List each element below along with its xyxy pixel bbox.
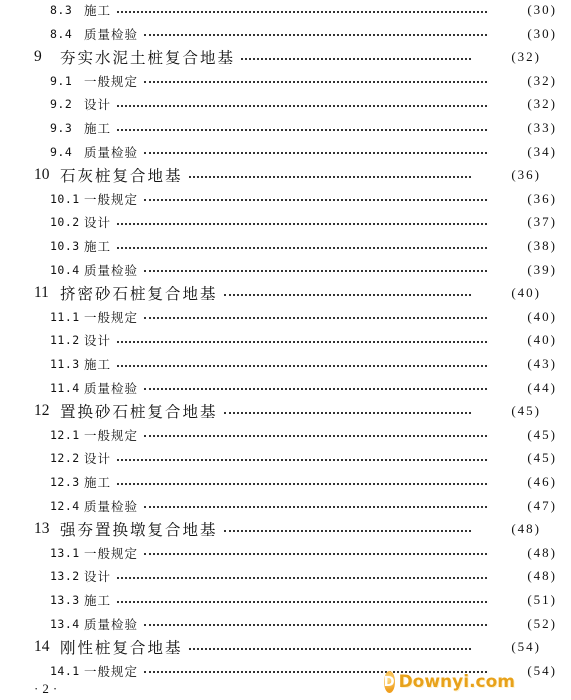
toc-entry-page: (40) (527, 332, 557, 348)
toc-entry-page: (54) (527, 662, 557, 678)
toc-section-row[interactable] (0, 354, 571, 374)
toc-leader-dots (144, 151, 487, 154)
toc-entry-title: 强夯置换墩复合地基 (60, 521, 218, 540)
toc-leader-dots (117, 104, 487, 107)
toc-entry-number: 14 (34, 638, 50, 656)
toc-entry-title: 施工 (84, 357, 112, 372)
toc-section-row[interactable] (0, 94, 571, 114)
toc-entry-title: 设计 (84, 569, 112, 585)
toc-entry-title: 置换砂石桩复合地基 (60, 403, 218, 422)
toc-leader-dots (144, 198, 487, 201)
toc-entry-number: 9 (34, 48, 42, 66)
toc-entry-page: (32) (527, 72, 557, 88)
toc-leader-dots (144, 387, 487, 390)
toc-section-row[interactable] (0, 236, 571, 256)
toc-chapter-row[interactable] (0, 47, 555, 67)
toc-entry-page: (33) (527, 120, 557, 135)
toc-entry-title: 设计 (84, 215, 112, 231)
toc-chapter-row[interactable] (0, 283, 555, 303)
toc-entry-page: (54) (511, 639, 541, 655)
toc-entry-title: 一般规定 (84, 427, 139, 443)
toc-leader-dots (144, 434, 487, 437)
toc-entry-title: 施工 (84, 239, 112, 254)
toc-leader-dots (224, 411, 471, 414)
watermark-logo-icon: D (384, 671, 395, 693)
toc-entry-number: 8.3 (50, 3, 73, 17)
toc-entry-number: 10.4 (50, 262, 80, 277)
toc-section-row[interactable] (0, 448, 571, 468)
toc-leader-dots (189, 647, 471, 650)
toc-entry-title: 施工 (84, 3, 112, 18)
toc-entry-page: (47) (527, 497, 557, 513)
toc-entry-title: 设计 (84, 451, 112, 467)
toc-entry-page: (32) (527, 96, 557, 112)
toc-entry-page: (43) (527, 356, 557, 371)
toc-leader-dots (117, 458, 487, 461)
toc-entry-page: (45) (527, 450, 557, 466)
toc-entry-number: 14.1 (50, 663, 80, 678)
toc-entry-number: 11.4 (50, 380, 80, 395)
toc-leader-dots (117, 10, 487, 13)
toc-entry-number: 12.3 (50, 475, 80, 489)
toc-entry-number: 9.2 (50, 97, 73, 112)
toc-entry-page: (45) (527, 426, 557, 442)
toc-entry-page: (30) (527, 25, 557, 41)
watermark-text: Downyi.com (398, 672, 515, 692)
toc-entry-number: 11.2 (50, 333, 80, 348)
toc-section-row[interactable] (0, 590, 571, 610)
toc-chapter-row[interactable] (0, 637, 555, 657)
toc-chapter-row[interactable] (0, 165, 555, 185)
toc-entry-page: (36) (527, 190, 557, 206)
toc-entry-page: (30) (527, 2, 557, 17)
toc-entry-title: 刚性桩复合地基 (60, 639, 183, 658)
toc-entry-title: 质量检验 (84, 498, 139, 514)
toc-leader-dots (144, 552, 487, 555)
toc-entry-number: 13.1 (50, 545, 80, 560)
toc-entry-title: 设计 (84, 333, 112, 349)
toc-entry-number: 10 (34, 166, 50, 184)
toc-entry-number: 9.4 (50, 144, 73, 159)
toc-entry-number: 9.1 (50, 73, 73, 88)
toc-entry-title: 施工 (84, 121, 112, 136)
toc-section-row[interactable] (0, 212, 571, 232)
toc-entry-number: 12.2 (50, 451, 80, 466)
toc-entry-title: 设计 (84, 97, 112, 113)
watermark (383, 668, 515, 696)
toc-entry-page: (34) (527, 143, 557, 159)
toc-entry-title: 施工 (84, 593, 112, 608)
toc-entry-number: 10.1 (50, 191, 80, 206)
toc-entry-title: 一般规定 (84, 191, 139, 207)
toc-section-row[interactable] (0, 614, 571, 634)
toc-entry-page: (45) (511, 403, 541, 419)
toc-section-row[interactable] (0, 330, 571, 350)
page-number: ·2· (34, 681, 62, 696)
toc-entry-number: 13.2 (50, 569, 80, 584)
toc-entry-page: (52) (527, 615, 557, 631)
toc-leader-dots (224, 293, 471, 296)
toc-section-row[interactable] (0, 24, 571, 44)
toc-chapter-row[interactable] (0, 519, 555, 539)
toc-entry-page: (39) (527, 261, 557, 277)
toc-entry-title: 石灰桩复合地基 (60, 167, 183, 186)
toc-section-row[interactable] (0, 142, 571, 162)
toc-entry-number: 8.4 (50, 26, 73, 41)
toc-leader-dots (117, 482, 487, 485)
toc-entry-number: 12 (34, 402, 50, 420)
toc-entry-page: (40) (527, 308, 557, 324)
toc-entry-number: 13.3 (50, 593, 80, 607)
toc-section-row[interactable] (0, 307, 571, 327)
toc-leader-dots (224, 529, 471, 532)
toc-entry-number: 12.1 (50, 427, 80, 442)
toc-leader-dots (117, 600, 487, 603)
toc-chapter-row[interactable] (0, 401, 555, 421)
toc-entry-title: 质量检验 (84, 26, 139, 42)
toc-leader-dots (144, 316, 487, 319)
toc-entry-number: 11 (34, 284, 49, 302)
toc-section-row[interactable] (0, 0, 571, 20)
toc-entry-title: 一般规定 (84, 545, 139, 561)
toc-entry-page: (40) (511, 285, 541, 301)
toc-leader-dots (117, 576, 487, 579)
toc-entry-page: (46) (527, 474, 557, 489)
toc-entry-page: (38) (527, 238, 557, 253)
toc-entry-number: 10.2 (50, 215, 80, 230)
toc-entry-page: (48) (527, 568, 557, 584)
toc-entry-title: 挤密砂石桩复合地基 (60, 285, 218, 304)
toc-entry-number: 11.1 (50, 309, 80, 324)
toc-entry-page: (32) (511, 49, 541, 65)
toc-entry-title: 质量检验 (84, 262, 139, 278)
toc-section-row[interactable] (0, 378, 571, 398)
toc-leader-dots (117, 222, 487, 225)
toc-section-row[interactable] (0, 543, 571, 563)
toc-entry-page: (44) (527, 379, 557, 395)
toc-section-row[interactable] (0, 260, 571, 280)
toc-entry-title: 质量检验 (84, 616, 139, 632)
toc-leader-dots (189, 175, 471, 178)
toc-section-row[interactable] (0, 566, 571, 586)
toc-leader-dots (144, 269, 487, 272)
toc-entry-title: 一般规定 (84, 73, 139, 89)
toc-leader-dots (117, 246, 487, 249)
toc-entry-title: 质量检验 (84, 144, 139, 160)
toc-entry-number: 9.3 (50, 121, 73, 135)
toc-entry-number: 12.4 (50, 498, 80, 513)
toc-entry-number: 10.3 (50, 239, 80, 253)
toc-leader-dots (117, 128, 487, 131)
toc-entry-page: (48) (527, 544, 557, 560)
toc-leader-dots (144, 80, 487, 83)
toc-section-row[interactable] (0, 472, 571, 492)
toc-leader-dots (241, 57, 471, 60)
toc-leader-dots (144, 33, 487, 36)
toc-leader-dots (144, 505, 487, 508)
toc-entry-number: 13 (34, 520, 50, 538)
toc-entry-page: (48) (511, 521, 541, 537)
toc-leader-dots (117, 340, 487, 343)
toc-entry-title: 夯实水泥土桩复合地基 (60, 49, 236, 68)
toc-entry-number: 11.3 (50, 357, 80, 371)
toc-entry-title: 一般规定 (84, 309, 139, 325)
toc-section-row[interactable] (0, 71, 571, 91)
toc-entry-page: (37) (527, 214, 557, 230)
toc-leader-dots (117, 364, 487, 367)
toc-entry-title: 一般规定 (84, 663, 139, 679)
toc-section-row[interactable] (0, 425, 571, 445)
toc-entry-title: 质量检验 (84, 380, 139, 396)
toc-entry-number: 13.4 (50, 616, 80, 631)
toc-section-row[interactable] (0, 118, 571, 138)
toc-entry-page: (51) (527, 592, 557, 607)
toc-entry-page: (36) (511, 167, 541, 183)
toc-section-row[interactable] (0, 496, 571, 516)
toc-entry-title: 施工 (84, 475, 112, 490)
toc-leader-dots (144, 623, 487, 626)
toc-section-row[interactable] (0, 189, 571, 209)
